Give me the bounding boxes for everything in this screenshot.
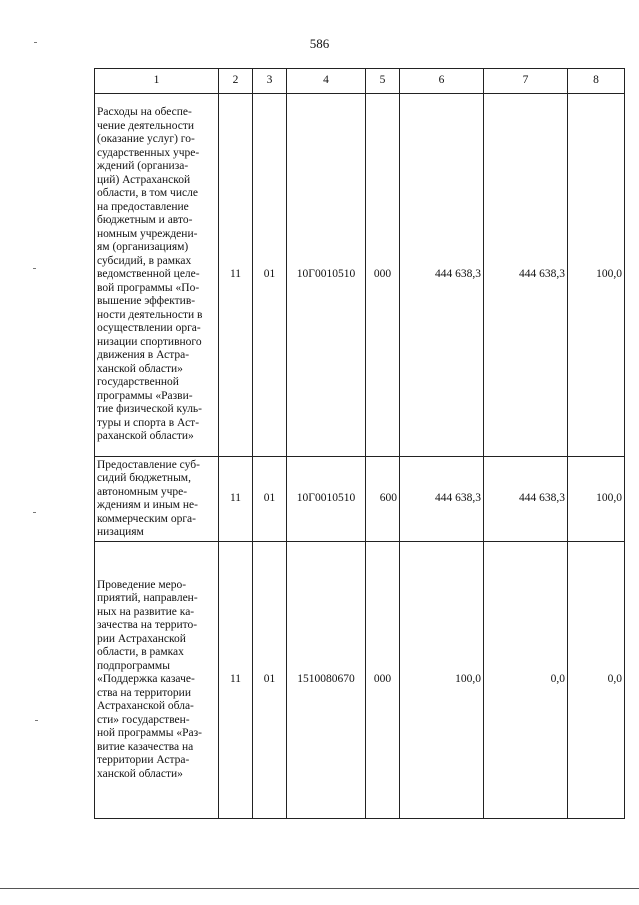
row-value-7: 444 638,3 [484, 94, 568, 457]
row-value-7: 0,0 [484, 542, 568, 819]
row-value-6: 444 638,3 [400, 457, 484, 542]
page-number: 586 [309, 36, 330, 51]
row-value-7: 444 638,3 [484, 457, 568, 542]
scan-mark [33, 512, 36, 513]
header-row [95, 69, 625, 94]
row-subsection: 01 [253, 94, 287, 457]
header-cell-5: 5 [366, 69, 400, 94]
row-description: Расходы на обеспе- чение деятельности (оказание услуг) го- сударственных учре- ждений (организа- ций) Астраханской области, в том числе на предоставление бюджетным и авто- номным учреждени- ям (организациям) субсидий, в рамках ведомственной целе- вой программы «По- вышение эффектив- ности деятельности в осуществлении орга- низации спортивного движения в Астра- ханской области» государственной программы «Разви- тие физической куль- туры и спорта в Аст- раханской области» [95, 94, 219, 457]
row-value-6: 100,0 [400, 542, 484, 819]
row-section: 11 [219, 542, 253, 819]
header-cell-2: 2 [219, 69, 253, 94]
header-cell-4: 4 [287, 69, 366, 94]
header-cell-3: 3 [253, 69, 287, 94]
row-subsection: 01 [253, 542, 287, 819]
scan-mark [33, 268, 36, 269]
row-expense-type: 000 [366, 542, 400, 819]
row-subsection: 01 [253, 457, 287, 542]
header-cell-7: 7 [484, 69, 568, 94]
table-row [95, 457, 625, 542]
row-expense-type: 000 [366, 94, 400, 457]
row-target-article: 10Г0010510 [287, 457, 366, 542]
row-description: Предоставление суб- сидий бюджетным, автономным учре- ждениям и иным не- коммерческим орга- низациям [95, 457, 219, 542]
row-target-article: 10Г0010510 [287, 94, 366, 457]
row-target-article: 1510080670 [287, 542, 366, 819]
header-cell-6: 6 [400, 69, 484, 94]
header-cell-8: 8 [568, 69, 625, 94]
row-section: 11 [219, 94, 253, 457]
row-value-8: 0,0 [568, 542, 625, 819]
row-value-8: 100,0 [568, 94, 625, 457]
row-description: Проведение меро- приятий, направлен- ных на развитие ка- зачества на террито- рии Астраханской области, в рамках подпрограммы «Поддержка казаче- ства на территории Астраханской обла- сти» государствен- ной программы «Раз- витие казачества на территории Астра- ханской области» [95, 542, 219, 819]
row-section: 11 [219, 457, 253, 542]
row-value-6: 444 638,3 [400, 94, 484, 457]
scan-mark [35, 720, 38, 721]
header-cell-1: 1 [95, 69, 219, 94]
table-row [95, 542, 625, 819]
row-expense-type: 600 [366, 457, 400, 542]
scan-mark [34, 42, 37, 43]
bottom-rule [0, 888, 639, 889]
table-row [95, 94, 625, 457]
row-value-8: 100,0 [568, 457, 625, 542]
budget-table [94, 68, 625, 819]
